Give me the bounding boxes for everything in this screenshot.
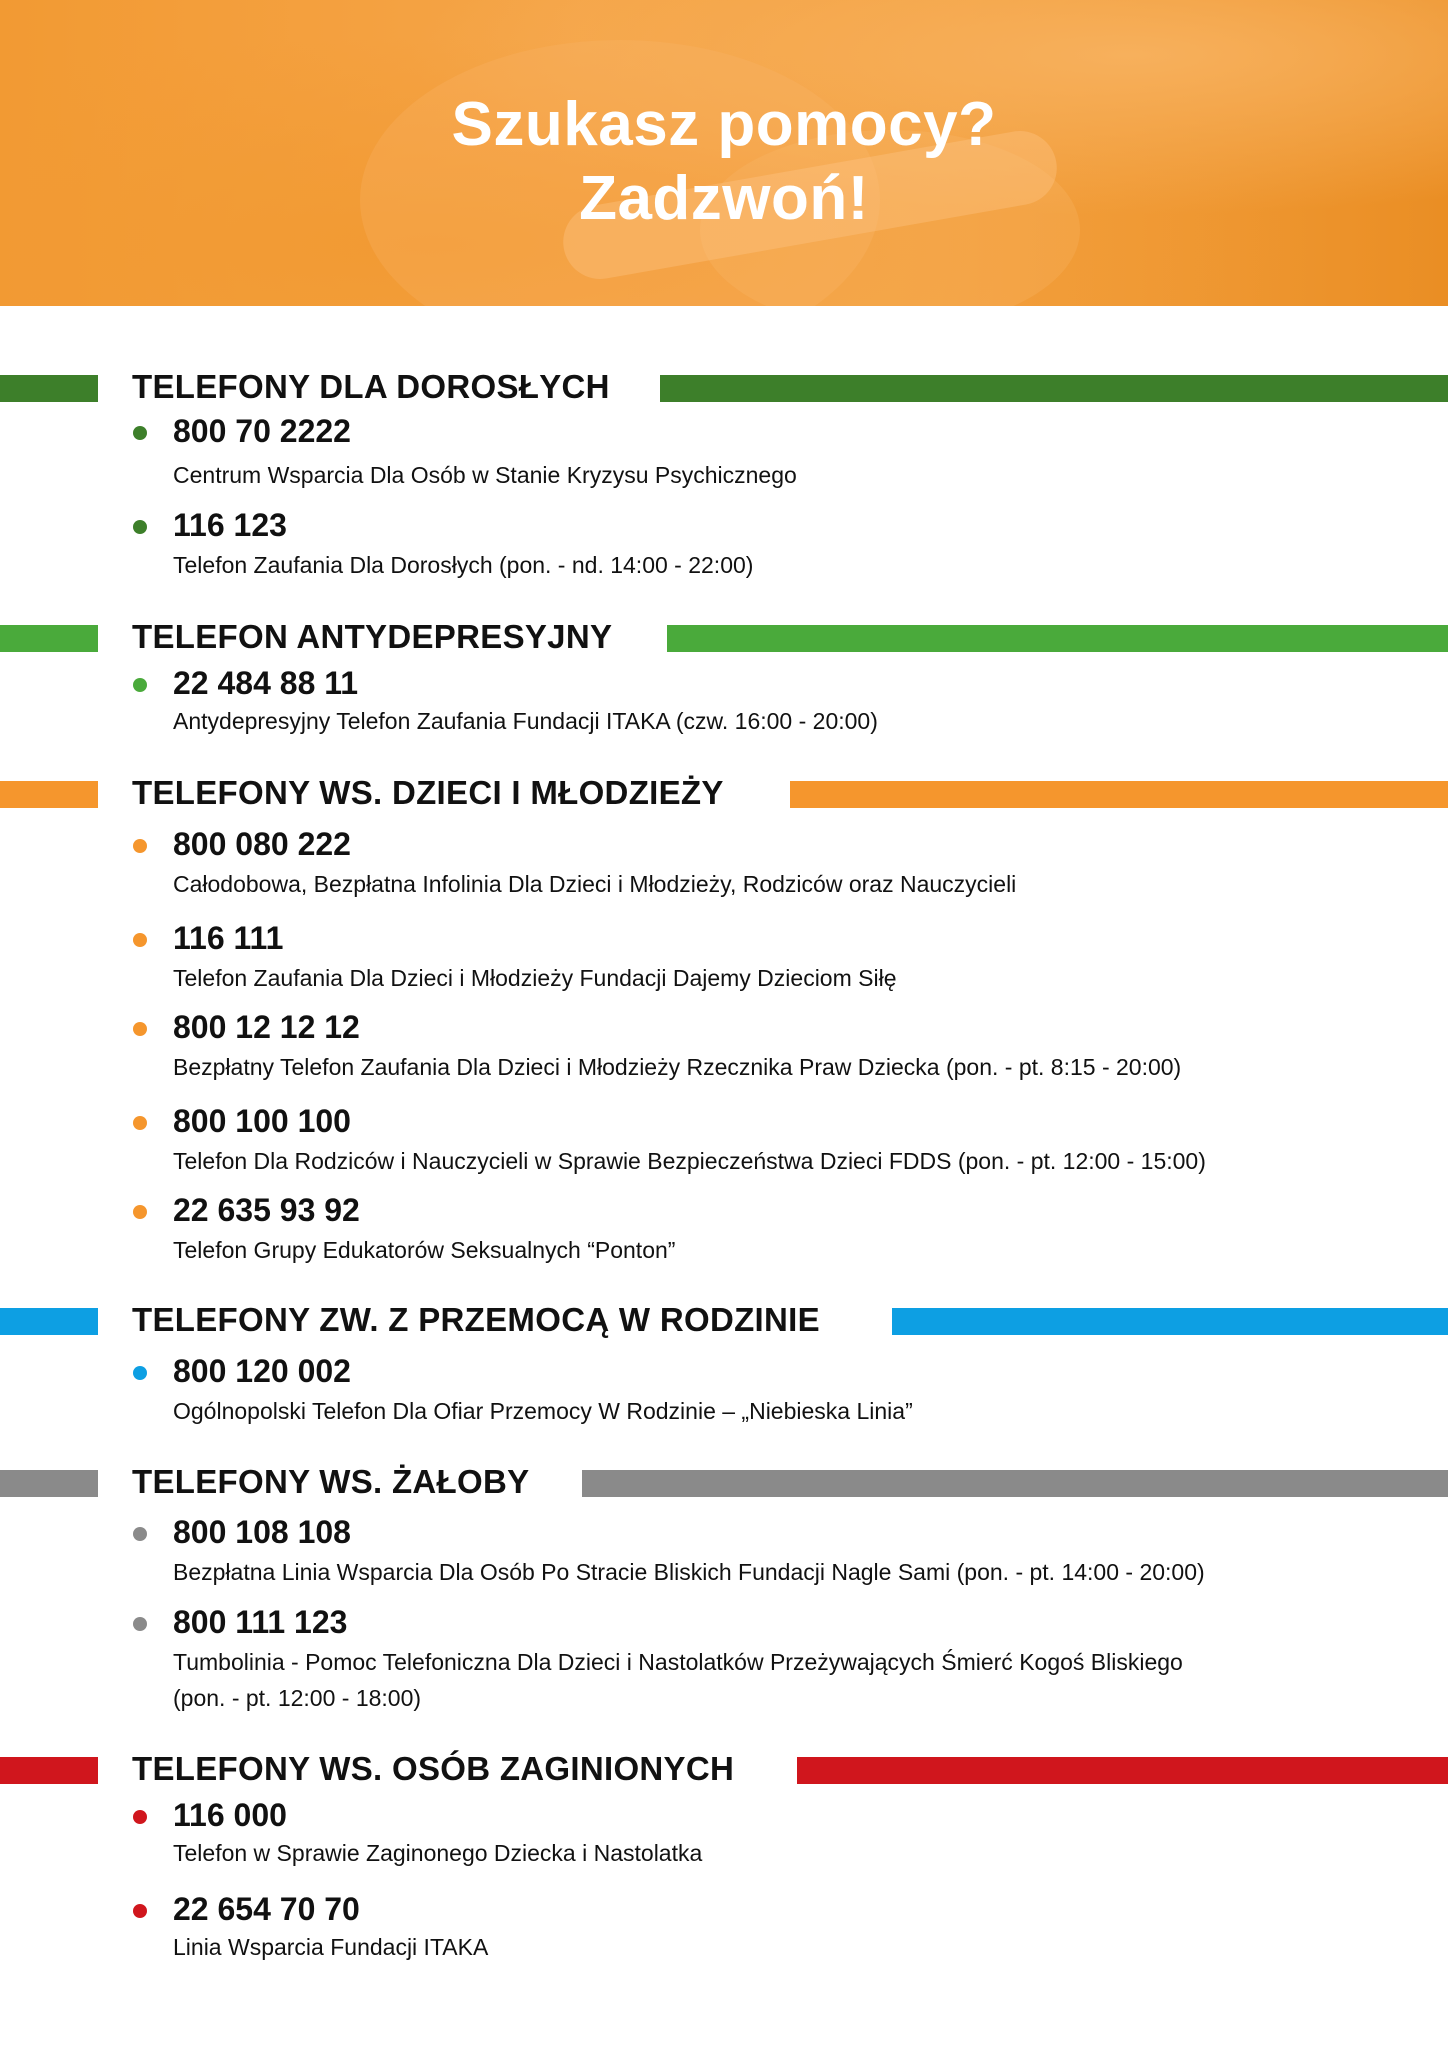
- phone-description: Telefon Zaufania Dla Dorosłych (pon. - nd. 14:00 - 22:00): [173, 552, 754, 578]
- section-bar-left: [0, 1470, 98, 1497]
- phone-number[interactable]: 116 000: [173, 1797, 287, 1833]
- bullet-dot-icon: [133, 933, 147, 947]
- header-banner: [0, 0, 1448, 306]
- section-header-adults: [0, 365, 1448, 405]
- section-title: TELEFONY WS. DZIECI I MŁODZIEŻY: [132, 774, 724, 811]
- phone-number[interactable]: 22 484 88 11: [173, 665, 359, 701]
- phone-description: Linia Wsparcia Fundacji ITAKA: [173, 1934, 489, 1960]
- phone-number[interactable]: 800 12 12 12: [173, 1009, 360, 1045]
- phone-number[interactable]: 800 080 222: [173, 826, 351, 862]
- bullet-dot-icon: [133, 1617, 147, 1631]
- section-bar-left: [0, 1308, 98, 1335]
- section-bar-left: [0, 1757, 98, 1784]
- bullet-dot-icon: [133, 1205, 147, 1219]
- phone-description: Telefon Zaufania Dla Dzieci i Młodzieży Fundacji Dajemy Dzieciom Siłę: [173, 965, 897, 991]
- section-bar-right: [582, 1470, 1448, 1497]
- section-title: TELEFONY DLA DOROSŁYCH: [132, 368, 610, 405]
- phone-number[interactable]: 22 654 70 70: [173, 1891, 360, 1927]
- page-title: [0, 88, 1448, 236]
- section-title: TELEFONY WS. ŻAŁOBY: [132, 1463, 530, 1500]
- section-bar-left: [0, 781, 98, 808]
- section-header-children: [0, 771, 1448, 811]
- section-bar-right: [790, 781, 1448, 808]
- phone-description: Antydepresyjny Telefon Zaufania Fundacji ITAKA (czw. 16:00 - 20:00): [173, 708, 878, 734]
- phone-description: Ogólnopolski Telefon Dla Ofiar Przemocy W Rodzinie – „Niebieska Linia”: [173, 1398, 913, 1424]
- section-bar-right: [660, 375, 1448, 402]
- bullet-dot-icon: [133, 1116, 147, 1130]
- phone-description: Telefon Grupy Edukatorów Seksualnych “Ponton”: [173, 1237, 676, 1263]
- phone-number[interactable]: 800 108 108: [173, 1514, 351, 1550]
- phone-description: Telefon Dla Rodziców i Nauczycieli w Sprawie Bezpieczeństwa Dzieci FDDS (pon. - pt. 12:00 - 15:00): [173, 1148, 1206, 1174]
- bullet-dot-icon: [133, 1527, 147, 1541]
- phone-number[interactable]: 22 635 93 92: [173, 1192, 360, 1228]
- bullet-dot-icon: [133, 1366, 147, 1380]
- title-line-2: Zadzwoń!: [579, 164, 869, 233]
- phone-description: Telefon w Sprawie Zaginonego Dziecka i Nastolatka: [173, 1840, 703, 1866]
- section-bar-left: [0, 625, 98, 652]
- bullet-dot-icon: [133, 520, 147, 534]
- section-title: TELEFON ANTYDEPRESYJNY: [132, 618, 613, 655]
- phone-number[interactable]: 116 111: [173, 920, 284, 956]
- phone-number[interactable]: 800 111 123: [173, 1604, 348, 1640]
- bullet-dot-icon: [133, 678, 147, 692]
- section-bar-right: [667, 625, 1448, 652]
- bullet-dot-icon: [133, 1022, 147, 1036]
- section-title: TELEFONY WS. OSÓB ZAGINIONYCH: [132, 1750, 735, 1787]
- section-bar-right: [797, 1757, 1448, 1784]
- phone-description: Bezpłatna Linia Wsparcia Dla Osób Po Stracie Bliskich Fundacji Nagle Sami (pon. - pt. 14:00 - 20:00): [173, 1559, 1205, 1585]
- phone-description: Bezpłatny Telefon Zaufania Dla Dzieci i Młodzieży Rzecznika Praw Dziecka (pon. - pt. 8:15 - 20:00): [173, 1054, 1182, 1080]
- phone-description: Całodobowa, Bezpłatna Infolinia Dla Dzieci i Młodzieży, Rodziców oraz Nauczycieli: [173, 871, 1017, 897]
- section-header-antidepressive: [0, 615, 1448, 655]
- section-header-violence: [0, 1298, 1448, 1338]
- phone-number[interactable]: 800 120 002: [173, 1353, 351, 1389]
- phone-number[interactable]: 800 70 2222: [173, 413, 351, 449]
- section-bar-left: [0, 375, 98, 402]
- section-title: TELEFONY ZW. Z PRZEMOCĄ W RODZINIE: [132, 1301, 820, 1338]
- phone-description: Tumbolinia - Pomoc Telefoniczna Dla Dzieci i Nastolatków Przeżywających Śmierć Kogoś Bliskiego: [173, 1649, 1183, 1675]
- bullet-dot-icon: [133, 1904, 147, 1918]
- phone-number[interactable]: 800 100 100: [173, 1103, 351, 1139]
- bullet-dot-icon: [133, 426, 147, 440]
- bullet-dot-icon: [133, 839, 147, 853]
- title-line-1: Szukasz pomocy?: [451, 90, 997, 159]
- phone-hours: (pon. - pt. 12:00 - 18:00): [173, 1685, 422, 1711]
- section-header-grief: [0, 1460, 1448, 1500]
- phone-description: Centrum Wsparcia Dla Osób w Stanie Kryzysu Psychicznego: [173, 462, 797, 488]
- phone-number[interactable]: 116 123: [173, 507, 287, 543]
- section-bar-right: [892, 1308, 1448, 1335]
- bullet-dot-icon: [133, 1810, 147, 1824]
- section-header-missing: [0, 1747, 1448, 1787]
